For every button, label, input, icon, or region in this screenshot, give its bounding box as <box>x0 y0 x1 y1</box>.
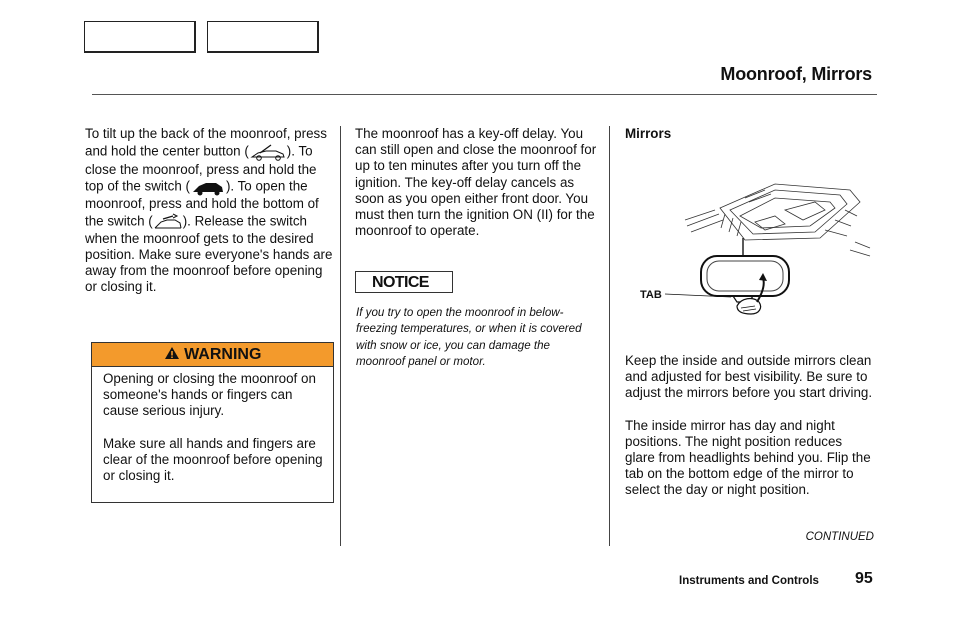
title-divider <box>92 94 877 95</box>
continued-label: CONTINUED <box>805 531 874 543</box>
warning-paragraph-1: Opening or closing the moonroof on someone's hands or fingers can cause serious injury. <box>103 371 316 419</box>
mirrors-text <box>625 353 875 515</box>
key-off-delay-text: The moonroof has a key-off delay. You can still open and close the moonroof for up to ten minutes after you turn off the ignition. The key-off delay cancels as soon as you open either front door. You must then turn the ignition ON (II) for the moonroof to operate. <box>355 126 597 239</box>
rearview-mirror-illustration <box>625 180 875 330</box>
moonroof-close-icon <box>190 178 226 196</box>
moonroof-open-icon <box>153 213 183 231</box>
moonroof-text-part-4: ). Release the switch when the moonroof gets to the desired position. Make sure everyone's hands are away from the moonroof before opening or closing it. <box>85 213 333 295</box>
column-divider-2 <box>609 126 610 546</box>
warning-title: WARNING <box>184 346 262 363</box>
moonroof-tilt-icon <box>249 142 287 162</box>
mirrors-heading: Mirrors <box>625 126 672 141</box>
column-divider-1 <box>340 126 341 546</box>
moonroof-text-part-2: ). To close the moonroof, press and hold the top of the switch ( <box>85 143 317 194</box>
footer-section-title: Instruments and Controls <box>679 575 819 587</box>
moonroof-text-part-3: ). To open the moonroof, press and hold the bottom of the switch ( <box>85 178 319 229</box>
warning-paragraph-2: Make sure all hands and fingers are clear of the moonroof before opening or closing it. <box>103 435 323 484</box>
notice-text: If you try to open the moonroof in below-freezing temperatures, or when it is covered with snow or ice, you can damage the moonroof panel or motor. <box>356 306 582 368</box>
warning-header <box>92 343 333 367</box>
mirrors-paragraph-1: Keep the inside and outside mirrors clean and adjusted for best visibility. Be sure to adjust the mirrors before you start driving. <box>625 353 873 401</box>
page-title: Moonroof, Mirrors <box>720 64 872 84</box>
warning-box <box>91 342 334 503</box>
previous-page-button[interactable] <box>84 21 196 53</box>
moonroof-operation-text <box>85 126 333 295</box>
tab-label: TAB <box>640 289 662 301</box>
page-number: 95 <box>855 570 873 587</box>
next-page-button[interactable] <box>207 21 319 53</box>
mirrors-paragraph-2: The inside mirror has day and night positions. The night position reduces glare from headlights behind you. Flip the tab on the bottom edge of the mirror to select the day or night position. <box>625 417 871 498</box>
notice-label: NOTICE <box>355 271 453 293</box>
warning-triangle-icon <box>164 346 180 360</box>
warning-body <box>92 367 333 484</box>
moonroof-text-part-1: To tilt up the back of the moonroof, press and hold the center button ( <box>85 126 327 159</box>
